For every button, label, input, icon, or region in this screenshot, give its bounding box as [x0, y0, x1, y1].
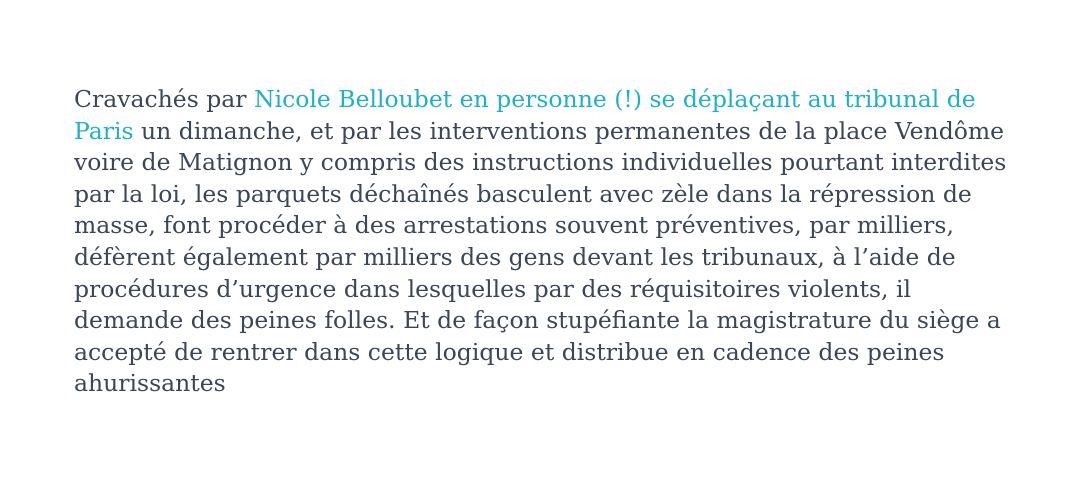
text-line-8: demande des peines folles. Et de façon stupéfiante la magistrature du siège a [74, 306, 1001, 335]
belloubet-link[interactable]: Nicole Belloubet en personne (!) se déplaçant au tribunal de [254, 85, 976, 113]
text-line-1 [74, 84, 1034, 116]
text-line-7: procédures d’urgence dans lesquelles par des réquisitoires violents, il [74, 274, 912, 303]
text-line-10: ahurissantes [74, 369, 226, 398]
belloubet-link-continued[interactable]: Paris [74, 116, 134, 145]
text-line-9: accepté de rentrer dans cette logique et distribue en cadence des peines [74, 337, 945, 366]
article-paragraph [74, 84, 1034, 400]
line-2-text: un dimanche, et par les interventions permanentes de la place Vendôme [133, 116, 1005, 145]
text-line-4: par la loi, les parquets déchaînés basculent avec zèle dans la répression de [74, 179, 972, 208]
text-line-2 [74, 116, 1034, 148]
intro-text: Cravachés par [74, 85, 255, 113]
text-line-6: défèrent également par milliers des gens devant les tribunaux, à l’aide de [74, 242, 956, 271]
text-line-3: voire de Matignon y compris des instructions individuelles pourtant interdites [74, 148, 1007, 177]
text-line-5: masse, font procéder à des arrestations souvent préventives, par milliers, [74, 211, 954, 240]
